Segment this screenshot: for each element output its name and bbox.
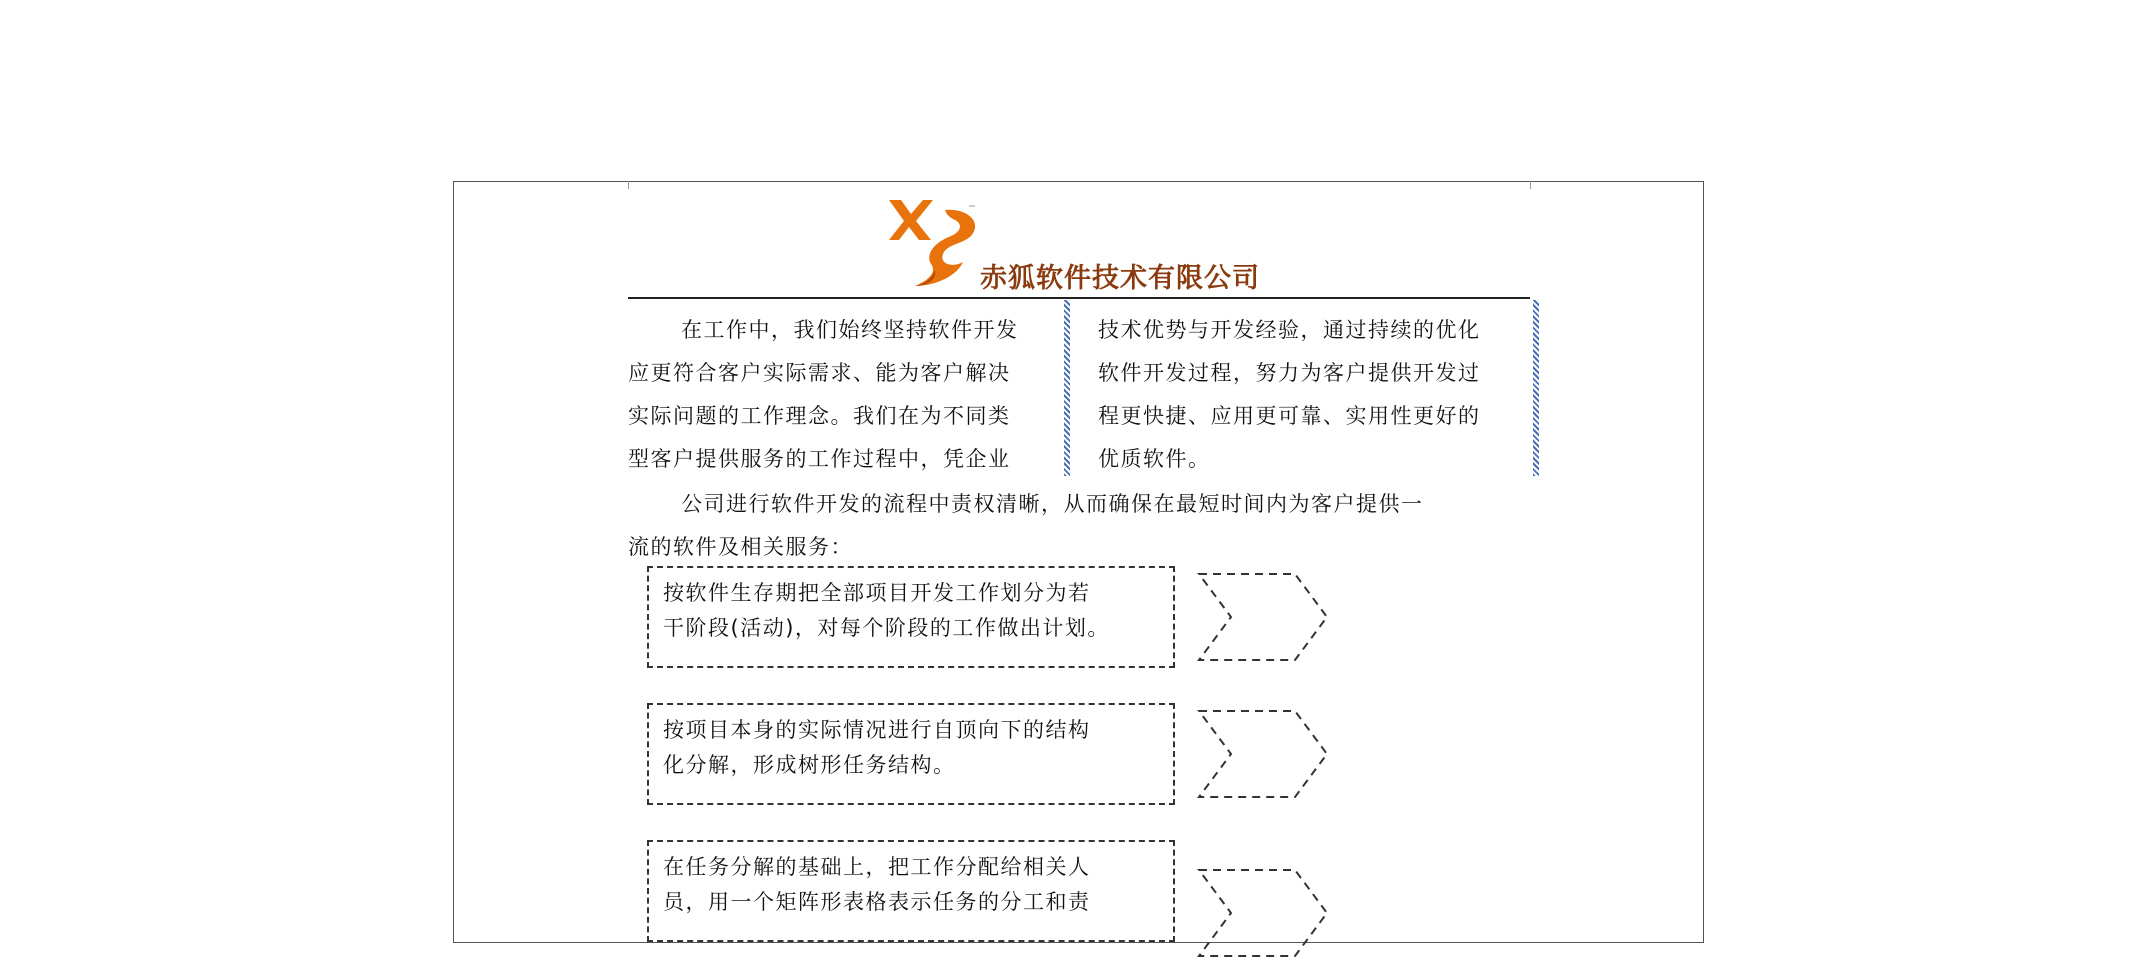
intro-right-line: 程更快捷、应用更可靠、实用性更好的 bbox=[1098, 404, 1481, 428]
process-step-box bbox=[647, 703, 1175, 805]
intro-left-line: 实际问题的工作理念。我们在为不同类 bbox=[628, 404, 1011, 428]
crop-mark-left bbox=[628, 181, 629, 189]
header-rule bbox=[628, 297, 1530, 299]
step-text-line: 在任务分解的基础上，把工作分配给相关人 bbox=[663, 855, 1091, 879]
intro-left-line: 应更符合客户实际需求、能为客户解决 bbox=[628, 361, 1011, 385]
process-paragraph-line: 公司进行软件开发的流程中责权清晰，从而确保在最短时间内为客户提供一 bbox=[681, 492, 1424, 516]
document-page bbox=[453, 181, 1704, 943]
chevron-arrow-icon bbox=[1195, 572, 1330, 662]
process-step-box bbox=[647, 566, 1175, 668]
step-text-line: 按软件生存期把全部项目开发工作划分为若 bbox=[663, 581, 1091, 605]
intro-right-line: 优质软件。 bbox=[1098, 447, 1211, 471]
step-text-line: 化分解，形成树形任务结构。 bbox=[663, 753, 956, 777]
intro-right-line: 技术优势与开发经验，通过持续的优化 bbox=[1098, 318, 1481, 342]
step-text-line: 干阶段(活动)，对每个阶段的工作做出计划。 bbox=[663, 616, 1110, 640]
intro-right-line: 软件开发过程，努力为客户提供开发过 bbox=[1098, 361, 1481, 385]
intro-left-line: 型客户提供服务的工作过程中，凭企业 bbox=[628, 447, 1011, 471]
chevron-arrow-icon bbox=[1195, 709, 1330, 799]
step-text-line: 按项目本身的实际情况进行自顶向下的结构 bbox=[663, 718, 1091, 742]
company-name: 赤狐软件技术有限公司 bbox=[980, 263, 1260, 294]
chevron-arrow-icon bbox=[1195, 868, 1330, 958]
step-text-line: 员，用一个矩阵形表格表示任务的分工和责 bbox=[663, 890, 1091, 914]
process-step-box bbox=[647, 840, 1175, 942]
column-divider-center bbox=[1064, 300, 1070, 476]
column-divider-right bbox=[1533, 300, 1539, 476]
crop-mark-right bbox=[1530, 181, 1531, 189]
intro-left-line: 在工作中，我们始终坚持软件开发 bbox=[681, 318, 1019, 342]
xs-fox-logo-icon bbox=[885, 194, 985, 290]
process-paragraph-line: 流的软件及相关服务： bbox=[628, 535, 853, 559]
